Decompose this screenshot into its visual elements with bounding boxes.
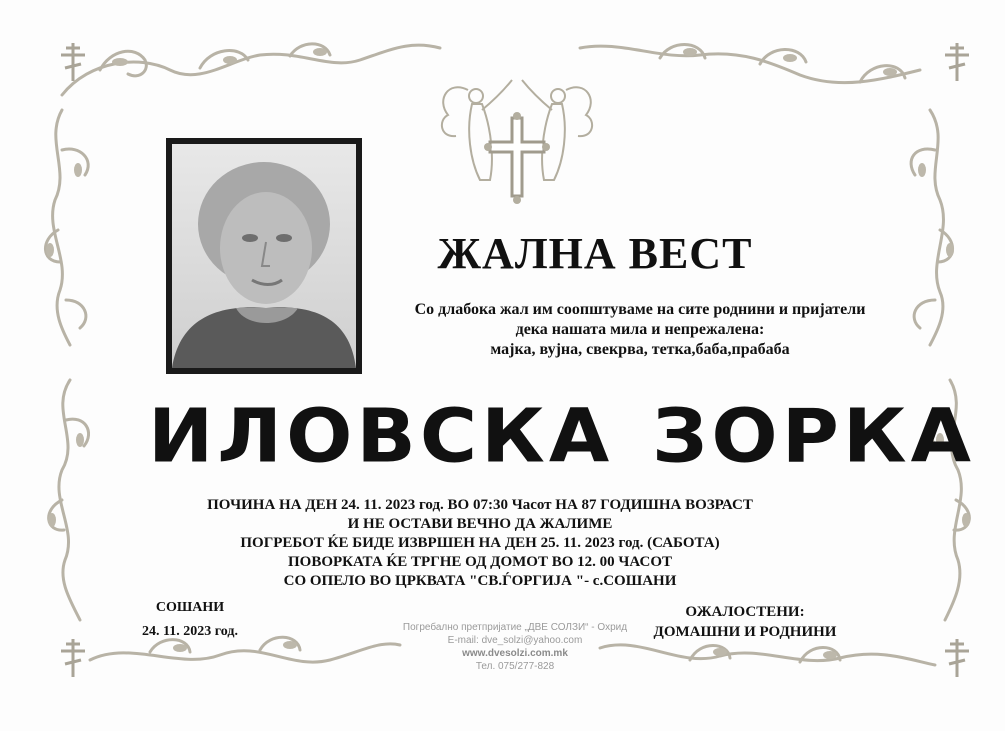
place-and-date xyxy=(130,596,250,644)
orthodox-cross-icon xyxy=(940,40,974,84)
deceased-photo xyxy=(166,138,362,374)
funeral-home-website[interactable]: www.dvesolzi.com.mk xyxy=(462,648,568,659)
detail-line: И НЕ ОСТАВИ ВЕЧНО ДА ЖАЛИМЕ xyxy=(347,516,613,532)
mourners-block xyxy=(630,602,860,642)
portrait-image xyxy=(166,138,362,374)
place-name: СОШАНИ xyxy=(155,600,225,615)
deceased-first-name: ЗОРКА xyxy=(652,394,976,480)
deceased-surname: ИЛОВСКА xyxy=(148,394,614,480)
funeral-home-email[interactable]: E-mail: dve_solzi@yahoo.com xyxy=(447,635,583,646)
mourners-label: ОЖАЛОСТЕНИ: xyxy=(685,604,805,620)
intro-line: дека нашата мила и непрежалена: xyxy=(515,321,765,338)
notice-title: ЖАЛНА ВЕСТ xyxy=(437,229,753,278)
orthodox-cross-icon xyxy=(56,636,90,680)
orthodox-cross-icon xyxy=(56,40,90,84)
detail-line: ПОГРЕБОТ ЌЕ БИДЕ ИЗВРШЕН НА ДЕН 25. 11. 2023 год. (САБОТА) xyxy=(240,535,720,551)
funeral-home-phone: Тел. 075/277-828 xyxy=(475,661,555,672)
intro-line: мајка, вујна, свекрва, тетка,баба,прабаба xyxy=(490,341,790,358)
intro-text xyxy=(380,300,900,360)
intro-line: Со длабока жал им соопштуваме на сите роднини и пријатели xyxy=(414,301,866,318)
mourners-names: ДОМАШНИ И РОДНИНИ xyxy=(653,624,837,640)
detail-line: ПОЧИНА НА ДЕН 24. 11. 2023 год. ВО 07:30 Часот НА 87 ГОДИШНА ВОЗРАСТ xyxy=(207,497,753,513)
notice-date: 24. 11. 2023 год. xyxy=(142,624,238,639)
funeral-home-info xyxy=(380,621,650,673)
funeral-home-name: Погребално претпријатие „ДВЕ СОЛЗИ“ - Охрид xyxy=(402,622,628,633)
angels-with-cross-icon xyxy=(428,60,606,210)
orthodox-cross-icon xyxy=(940,636,974,680)
detail-line: СО ОПЕЛО ВО ЦРКВАТА "СВ.ЃОРГИЈА "- с.СОШАНИ xyxy=(283,573,677,589)
detail-line: ПОВОРКАТА ЌЕ ТРГНЕ ОД ДОМОТ ВО 12. 00 ЧАСОТ xyxy=(288,554,672,570)
funeral-details xyxy=(150,496,810,591)
